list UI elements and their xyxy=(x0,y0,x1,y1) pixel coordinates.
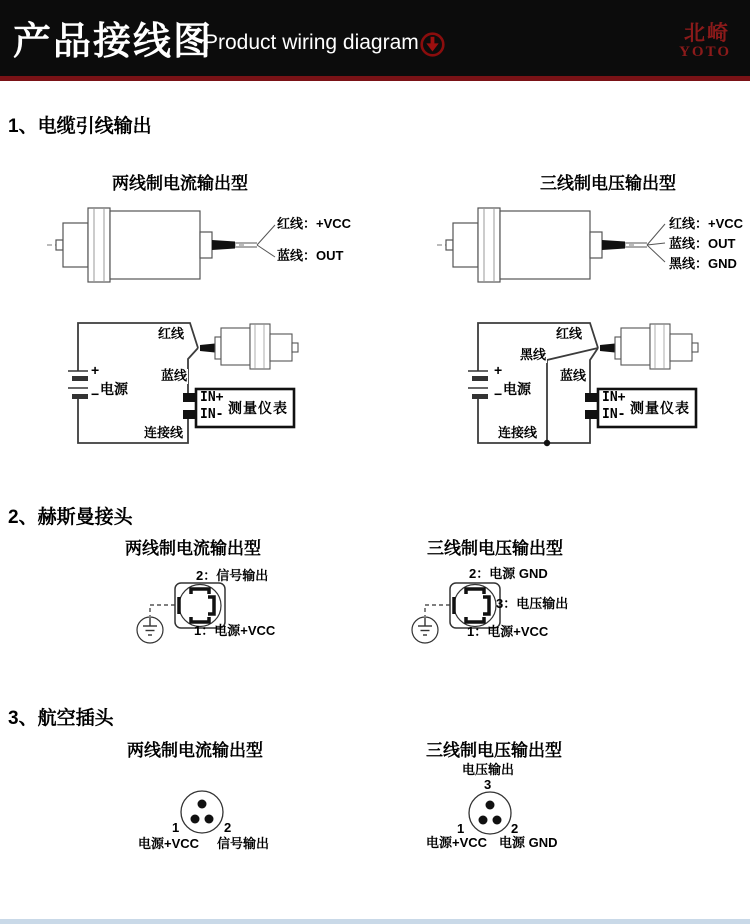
terminal-in-minus xyxy=(183,410,197,419)
pin1-label: 电源+VCC xyxy=(138,836,200,851)
schematic-connect-wire-label: 连接线 xyxy=(144,425,184,440)
wire-fan xyxy=(235,225,275,257)
sensor-body xyxy=(56,208,212,282)
in-minus-label: IN- xyxy=(200,407,224,422)
page-title-en: Product wiring diagram xyxy=(204,31,419,54)
sensor-body xyxy=(446,208,602,282)
pin2-number: 2 xyxy=(511,821,519,836)
in-plus-label: IN+ xyxy=(602,390,626,405)
pin3-label: 3：电压输出 xyxy=(496,596,569,611)
pin1-number: 1 xyxy=(457,821,465,836)
power-supply-label: 电源 xyxy=(503,381,531,397)
terminal-in-minus xyxy=(585,410,599,419)
section2-heading: 2、赫斯曼接头 xyxy=(8,507,133,528)
pin2-label: 2：信号输出 xyxy=(196,568,269,583)
earth-ground-icon xyxy=(412,617,438,643)
section1-left-subtitle: 两线制电流输出型 xyxy=(112,174,248,193)
ground-wire-dashed xyxy=(150,605,175,616)
battery-minus: − xyxy=(91,386,100,402)
page-title-cn: 产品接线图 xyxy=(13,21,214,63)
pin-dot xyxy=(198,800,207,809)
section1-heading: 1、电缆引线输出 xyxy=(8,116,152,137)
in-minus-label: IN- xyxy=(602,407,626,422)
pin1-label: 1：电源+VCC xyxy=(194,623,276,638)
schematic-connect-wire-label: 连接线 xyxy=(498,425,538,440)
section3-left-subtitle: 两线制电流输出型 xyxy=(127,741,263,760)
pin2-label: 电源 GND xyxy=(499,835,558,850)
battery-minus: − xyxy=(494,386,503,402)
pressure-sensor-drawing-2wire xyxy=(45,195,280,295)
meter-label: 测量仪表 xyxy=(228,400,288,416)
pin-dot xyxy=(486,801,495,810)
pin-dot xyxy=(191,815,200,824)
terminal-in-plus xyxy=(585,393,599,402)
pin-dot xyxy=(205,815,214,824)
down-arrow-circle-icon xyxy=(419,31,446,58)
meter-label: 测量仪表 xyxy=(630,400,690,416)
battery-plus: + xyxy=(91,362,100,378)
header xyxy=(0,0,750,81)
in-plus-label: IN+ xyxy=(200,390,224,405)
pressure-sensor-drawing-3wire xyxy=(435,195,670,295)
earth-ground-icon xyxy=(137,617,163,643)
pin3-label: 电压输出 xyxy=(462,762,515,777)
power-supply-label: 电源 xyxy=(100,381,128,397)
cable xyxy=(602,240,625,250)
terminal-in-plus xyxy=(183,393,197,402)
pin1-number: 1 xyxy=(172,820,180,835)
wire-label-red: 红线：+VCC xyxy=(277,216,352,231)
section2-left-subtitle: 两线制电流输出型 xyxy=(125,539,261,558)
battery-symbol xyxy=(468,371,488,399)
pin2-label: 2：电源 GND xyxy=(469,566,548,581)
schematic-blue-wire-label: 蓝线 xyxy=(560,368,587,383)
schematic-red-wire-label: 红线 xyxy=(556,326,583,341)
ground-wire-dashed xyxy=(425,605,450,616)
footer-accent-bar xyxy=(0,919,750,924)
pin3-number: 3 xyxy=(484,777,492,792)
section3-right-subtitle: 三线制电压输出型 xyxy=(426,741,562,760)
wire-fan xyxy=(625,224,665,262)
junction-dot xyxy=(544,440,550,446)
cable xyxy=(212,240,235,250)
schematic-black-wire-label: 黑线 xyxy=(520,347,547,362)
logo-en: YOTO xyxy=(679,44,731,60)
wire-label-black: 黑线：GND xyxy=(669,256,737,271)
schematic-red-wire-label: 红线 xyxy=(158,326,185,341)
pin1-label: 电源+VCC xyxy=(426,835,488,850)
pin2-label: 信号输出 xyxy=(217,836,270,851)
wire-label-red: 红线：+VCC xyxy=(669,216,744,231)
section2-right-subtitle: 三线制电压输出型 xyxy=(427,539,563,558)
battery-plus: + xyxy=(494,362,503,378)
wire-label-blue: 蓝线：OUT xyxy=(277,248,344,263)
battery-symbol xyxy=(68,371,88,399)
schematic-blue-wire-label: 蓝线 xyxy=(161,368,188,383)
pin-dot xyxy=(493,816,502,825)
wire-label-blue: 蓝线：OUT xyxy=(669,236,736,251)
section1-right-subtitle: 三线制电压输出型 xyxy=(540,174,676,193)
pin2-number: 2 xyxy=(224,820,232,835)
pin1-label: 1：电源+VCC xyxy=(467,624,549,639)
logo-cn: 北崎 xyxy=(684,22,730,45)
header-accent-bar xyxy=(0,76,750,81)
mini-sensor xyxy=(600,324,698,369)
section3-heading: 3、航空插头 xyxy=(8,708,114,729)
mini-sensor xyxy=(200,324,298,369)
pin-dot xyxy=(479,816,488,825)
